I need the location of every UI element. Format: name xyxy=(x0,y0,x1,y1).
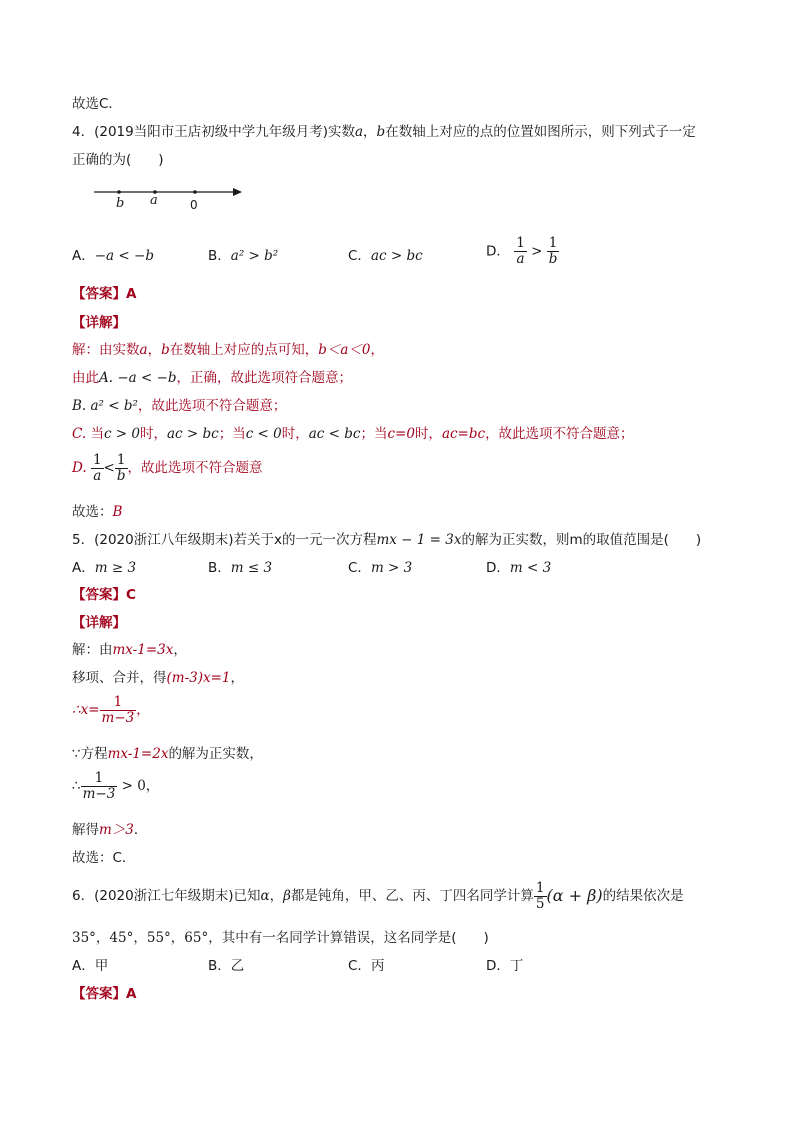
q6-option-b: B．乙 xyxy=(208,958,245,974)
q6-option-a: A．甲 xyxy=(72,958,109,974)
point-zero-dot xyxy=(193,190,197,194)
q4-option-d: D． $\frac{1}{a}$ > $\frac{1}{b}$ xyxy=(486,235,558,267)
q6-answer-label: 【答案】A xyxy=(72,986,137,1002)
q6-option-c: C．丙 xyxy=(348,958,385,974)
q4-var-b: b xyxy=(376,124,386,140)
q4-number-line xyxy=(90,180,250,216)
q4-stem-tail: 在数轴上对应的点的位置如图所示，则下列式子一定 xyxy=(385,124,696,140)
q5-solution-line4: ∵方程mx-1=2x的解为正实数， xyxy=(72,746,263,762)
q5-option-d: D．m < 3 xyxy=(486,560,552,576)
q5-solution-line3: ∴x= $\frac{1}{m-3}$ ， xyxy=(72,693,150,726)
q5-option-c: C．m > 3 xyxy=(348,560,413,576)
q6-stem-line2: 35°，45°，55°，65°，其中有一名同学计算错误，这名同学是( ) xyxy=(72,930,489,946)
q6-option-d: D．丁 xyxy=(486,958,524,974)
q4-solution-line5: D. $\frac{1}{a}$ < $\frac{1}{b}$ ，故此选项不符合题意 xyxy=(72,451,263,484)
q4-detail-label: 【详解】 xyxy=(72,315,126,331)
q4-solution-line1: 解：由实数a，b在数轴上对应的点可知，b＜a＜0， xyxy=(72,342,384,358)
q4-solution-line4: C. 当c > 0时，ac > bc；当c < 0时，ac < bc；当c=0时，ac=bc，故此选项不符合题意； xyxy=(72,426,634,442)
number-line-arrow-icon xyxy=(233,188,242,196)
q5-answer-label: 【答案】C xyxy=(72,587,136,603)
q4-answer-label: 【答案】A xyxy=(72,286,137,302)
label-zero: 0 xyxy=(190,198,198,212)
q5-stem: 5．(2020浙江八年级期末)若关于x的一元一次方程mx − 1 = 3x的解为正实数，则m的取值范围是( ) xyxy=(72,532,702,548)
q4-stem-line2: 正确的为( ) xyxy=(72,152,164,168)
q4-sep: ， xyxy=(363,124,377,140)
q4-solution-final: 故选：B xyxy=(72,504,123,520)
q5-option-a: A．m ≥ 3 xyxy=(72,560,137,576)
q5-solution-final: 故选：C． xyxy=(72,850,136,866)
q4-solution-line3: B. a² < b²，故此选项不符合题意； xyxy=(72,398,287,414)
label-a: a xyxy=(150,193,158,208)
q4-option-b: B．a² > b² xyxy=(208,248,279,264)
q5-solution-line1: 解：由mx-1=3x， xyxy=(72,642,187,658)
q4-option-c: C．ac > bc xyxy=(348,248,423,264)
q5-option-b: B．m ≤ 3 xyxy=(208,560,273,576)
q5-solution-line6: 解得m＞3． xyxy=(72,822,148,838)
q4-option-a: A．−a < −b xyxy=(72,248,154,264)
q5-detail-label: 【详解】 xyxy=(72,615,126,631)
point-b-dot xyxy=(117,190,121,194)
label-b: b xyxy=(116,196,125,211)
prev-answer: 故选C． xyxy=(72,96,122,112)
q5-solution-line5: ∴ $\frac{1}{m-3}$ > 0， xyxy=(72,769,160,802)
q6-stem-line1: 6．(2020浙江七年级期末)已知α，β都是钝角，甲、乙、丙、丁四名同学计算 $\frac{1}{5}$ (α + β)的结果依次是 xyxy=(72,879,684,912)
q4-var-a: a xyxy=(354,124,364,140)
q5-solution-line2: 移项、合并，得(m-3)x=1， xyxy=(72,670,244,686)
q4-stem-line1 xyxy=(72,122,696,142)
q4-solution-line2: 由此A. −a < −b，正确，故此选项符合题意； xyxy=(72,370,353,386)
q4-stem-prefix: 4．(2019当阳市王店初级中学九年级月考)实数 xyxy=(72,124,355,140)
